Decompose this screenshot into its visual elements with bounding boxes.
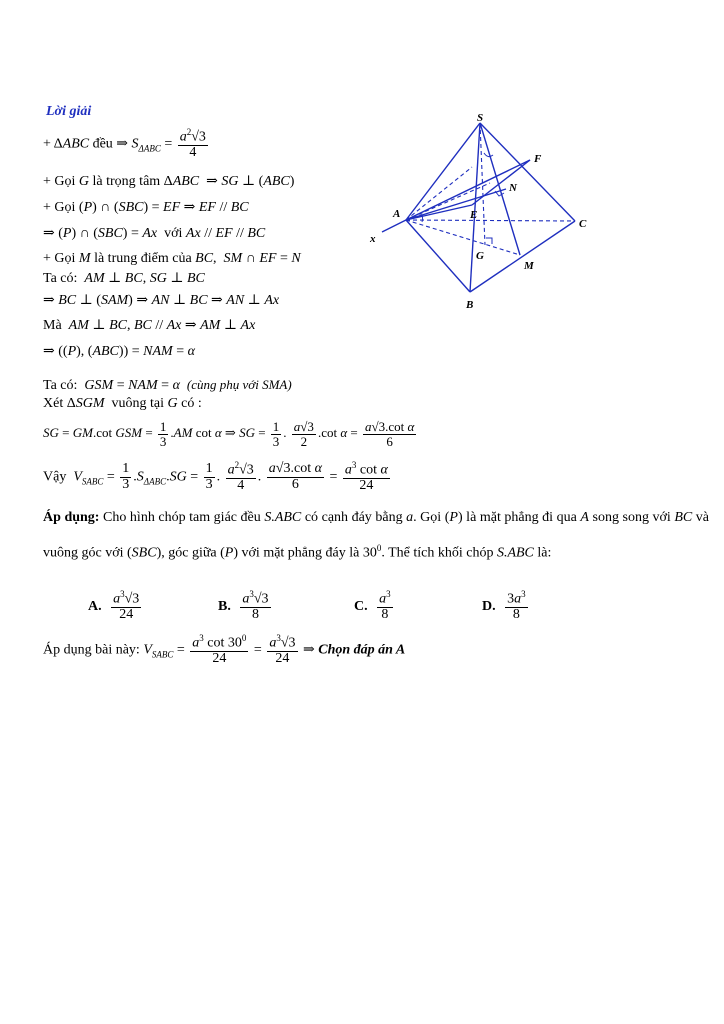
point-label-f: F <box>534 153 542 165</box>
conclusion-line: Áp dụng bài này: $V_{SABC}$ = $\frac{a^3 \cot 30^0}{24}$ = $\frac{a^3√3}{24}$ ⇒ Chọn đáp án A <box>43 633 406 667</box>
apply-problem: Áp dụng: Cho hình chóp tam giác đều S.ABC có cạnh đáy bằng a. Gọi (P) là mặt phẳng đi qua A song song với BC và vuông góc với (SBC), góc giữa (P) với mặt phẳng đáy là $30^0$. Thể tích khối chóp S.ABC là: <box>43 510 710 561</box>
solution-line-4: ⇒ (P) ∩ (SBC) = Ax với Ax // EF // BC <box>43 226 266 241</box>
edge-bc <box>470 221 575 292</box>
solution-line-6: Ta có: AM ⊥ BC, SG ⊥ BC <box>43 271 205 286</box>
solution-line-11: Xét ΔSGM vuông tại G có : <box>43 396 202 411</box>
solution-line-2: + Gọi G là trọng tâm ΔABC ⇒ SG ⊥ (ABC) <box>43 174 295 189</box>
solution-line-10: Ta có: GSM = NAM = α (cùng phụ với SMA) <box>43 377 292 393</box>
point-label-m: M <box>524 260 534 272</box>
right-angle-g <box>486 238 492 244</box>
solution-line-12: SG = GM.cot GSM = $\frac{1}{3}$ .AM cot α ⇒ SG = $\frac{1}{3}$ . $\frac{a√3}{2}$ .cot α = $\frac{\text{a√3.cot α}}{6}$ <box>43 419 415 449</box>
option-b[interactable]: B. $\frac{a^3√3}{8}$ <box>218 589 269 623</box>
angle-mark-s <box>484 153 493 157</box>
solution-line-1: + ΔABC đều ⇒ $S_{\Delta ABC}$ = $\frac{a^2√3}{4}$ <box>43 127 206 161</box>
solution-line-7: ⇒ BC ⊥ (SAM) ⇒ AN ⊥ BC ⇒ AN ⊥ Ax <box>43 293 280 308</box>
option-d[interactable]: D. $\frac{3a^3}{8}$ <box>482 589 526 623</box>
point-label-a: A <box>393 208 401 220</box>
edge-sb <box>470 123 480 292</box>
line-am-hidden <box>406 220 520 255</box>
point-label-e: E <box>470 209 478 221</box>
point-label-c: C <box>579 218 587 230</box>
solution-line-5: + Gọi M là trung điểm của BC, SM ∩ EF = N <box>43 251 301 266</box>
figure-labels <box>369 112 587 311</box>
option-c[interactable]: C. $\frac{a^3}{8}$ <box>354 589 391 623</box>
point-label-n: N <box>509 182 517 194</box>
apply-label: Áp dụng: <box>43 510 100 525</box>
segment-ef <box>472 160 530 205</box>
solution-line-13: Vậy $V_{SABC}$ = $\frac{1}{3}$ $.S_{\Delta ABC}.SG$ = $\frac{1}{3}$ . $\frac{a^2√3}{4}$ . $\frac{\text{a√3.cot α}}{6}$ = $\frac{a^3 \cot \alpha}{24}$ <box>43 460 388 494</box>
solution-line-8: Mà AM ⊥ BC, BC // Ax ⇒ AM ⊥ Ax <box>43 318 256 333</box>
edge-ab <box>406 220 470 292</box>
point-label-x: x <box>370 233 376 245</box>
point-label-b: B <box>466 299 474 311</box>
answer-text: Chọn đáp án A <box>318 642 406 658</box>
line-an <box>406 189 506 220</box>
edge-ac-hidden <box>406 220 575 221</box>
line-ax <box>382 220 406 232</box>
point-label-g: G <box>476 250 484 262</box>
pyramid-figure <box>360 105 600 315</box>
solution-heading: Lời giải <box>46 104 92 119</box>
solution-line-3: + Gọi (P) ∩ (SBC) = EF ⇒ EF // BC <box>43 200 249 215</box>
point-label-s: S <box>477 112 484 124</box>
solution-line-9: ⇒ ((P), (ABC)) = NAM = α <box>43 344 195 359</box>
option-a[interactable]: A. $\frac{a^3√3}{24}$ <box>88 589 140 623</box>
